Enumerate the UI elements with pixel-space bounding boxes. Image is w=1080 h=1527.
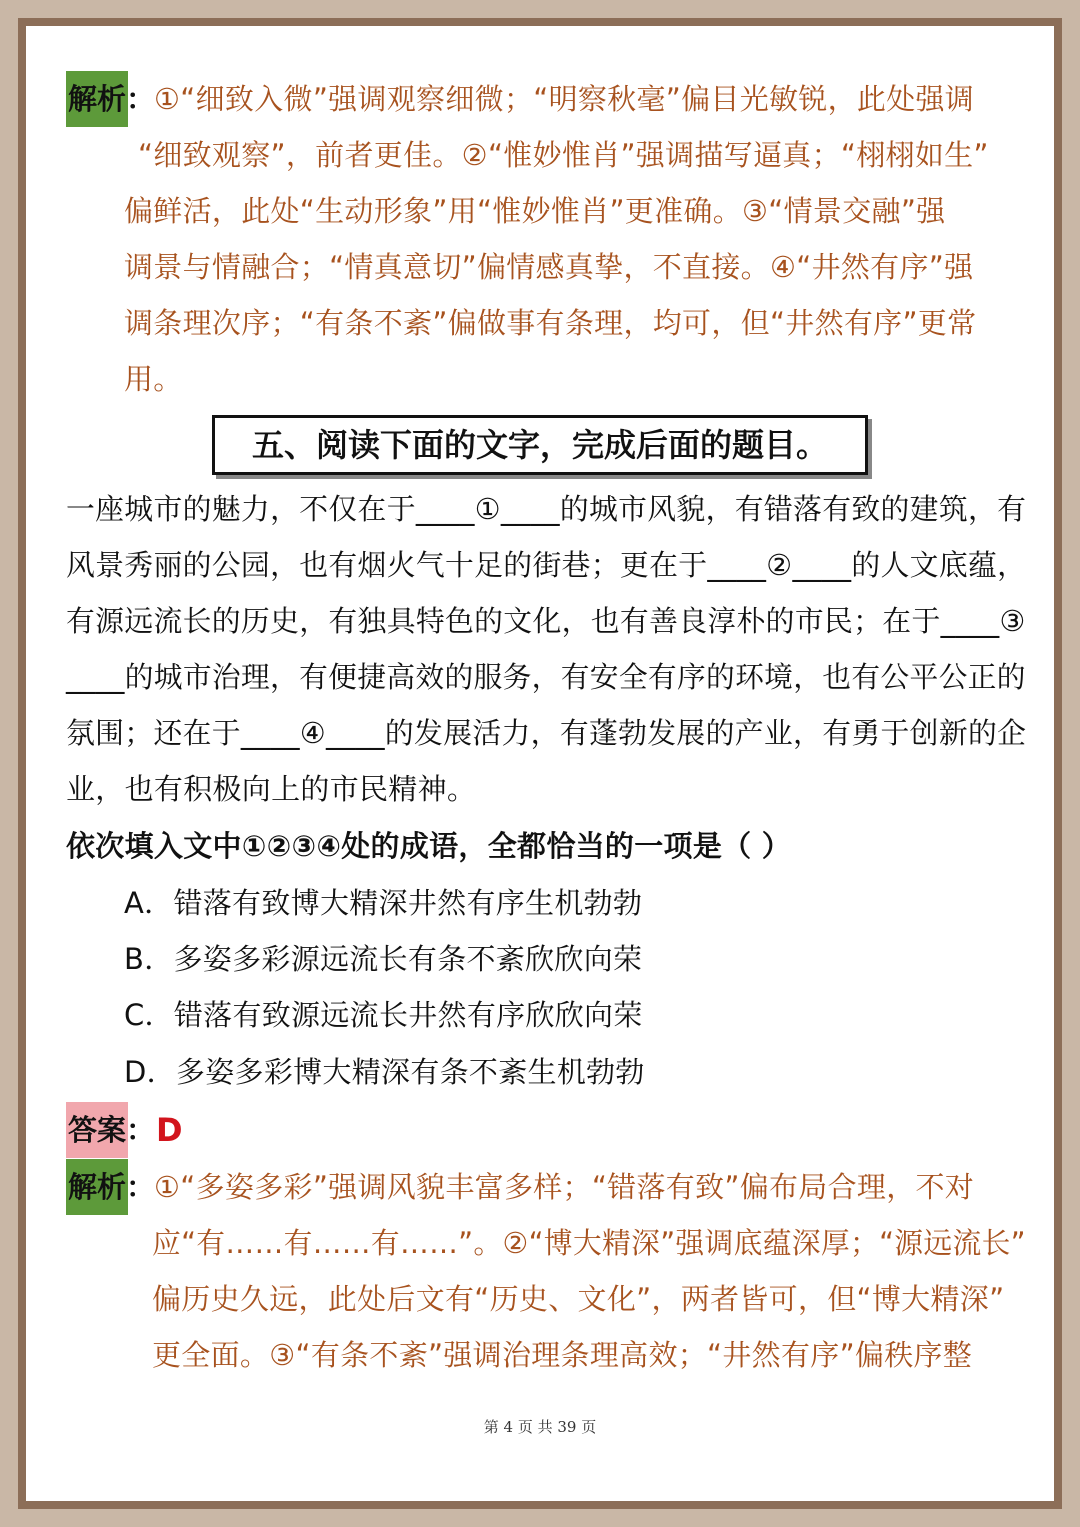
option-a: A．错落有致博大精深井然有序生机勃勃 [124, 886, 643, 920]
analysis-line: ①“细致入微”强调观察细微；“明察秋毫”偏目光敏锐，此处强调 [154, 82, 975, 116]
analysis-colon: ： [126, 1170, 156, 1204]
passage-line: 有源远流长的历史，有独具特色的文化，也有善良淳朴的市民；在于____③ [66, 604, 1026, 638]
analysis-line: 用。 [124, 362, 183, 396]
analysis-tag: 解析 [66, 1159, 128, 1215]
analysis-line: 偏历史久远，此处后文有“历史、文化”，两者皆可，但“博大精深” [152, 1282, 1005, 1316]
passage-line: 一座城市的魅力，不仅在于____①____的城市风貌，有错落有致的建筑，有 [66, 492, 1027, 526]
analysis-line: 偏鲜活，此处“生动形象”用“惟妙惟肖”更准确。③“情景交融”强 [124, 194, 946, 228]
answer-tag: 答案 [66, 1102, 128, 1158]
section-title: 五、阅读下面的文字，完成后面的题目。 [212, 415, 868, 475]
analysis-line: ①“多姿多彩”强调风貌丰富多样；“错落有致”偏布局合理，不对 [154, 1170, 975, 1204]
passage-line: 氛围；还在于____④____的发展活力，有蓬勃发展的产业，有勇于创新的企 [66, 716, 1027, 750]
analysis-colon: ： [126, 82, 156, 116]
option-c: C．错落有致源远流长井然有序欣欣向荣 [124, 998, 643, 1032]
answer-colon: ： [126, 1113, 156, 1147]
answer-value: D [156, 1111, 183, 1149]
passage-line: 业，也有积极向上的市民精神。 [66, 772, 477, 806]
analysis-line: 调景与情融合；“情真意切”偏情感真挚，不直接。④“井然有序”强 [124, 250, 974, 284]
analysis-tag: 解析 [66, 71, 128, 127]
analysis-line: 应“有……有……有……”。②“博大精深”强调底蕴深厚；“源远流长” [152, 1226, 1026, 1260]
passage-line: ____的城市治理，有便捷高效的服务，有安全有序的环境，也有公平公正的 [66, 660, 1026, 694]
page-number: 第 4 页 共 39 页 [483, 1418, 597, 1436]
analysis-line: “细致观察”，前者更佳。②“惟妙惟肖”强调描写逼真；“栩栩如生” [138, 138, 989, 172]
analysis-line: 调条理次序；“有条不紊”偏做事有条理，均可，但“井然有序”更常 [124, 306, 977, 340]
option-d: D．多姿多彩博大精深有条不紊生机勃勃 [124, 1055, 645, 1089]
passage-line: 风景秀丽的公园，也有烟火气十足的街巷；更在于____②____的人文底蕴， [66, 548, 1027, 582]
document-page [26, 26, 1054, 1501]
question-stem: 依次填入文中①②③④处的成语，全都恰当的一项是（ ） [66, 829, 792, 863]
option-b: B．多姿多彩源远流长有条不紊欣欣向荣 [124, 942, 643, 976]
analysis-line: 更全面。③“有条不紊”强调治理条理高效；“井然有序”偏秩序整 [152, 1338, 973, 1372]
